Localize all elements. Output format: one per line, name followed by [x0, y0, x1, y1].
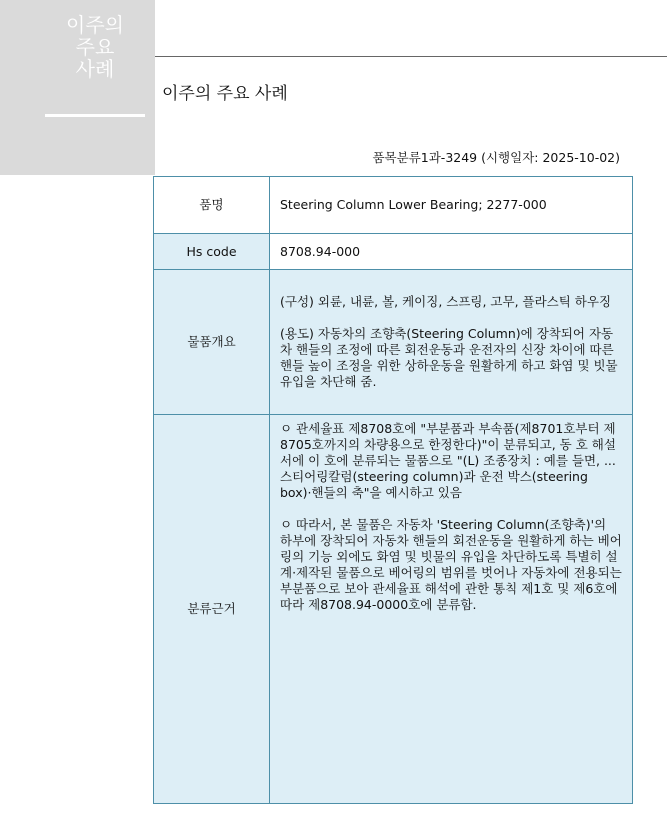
table-row-classification-basis [154, 415, 633, 804]
row-label: 물품개요 [154, 270, 270, 415]
page-title: 이주의 주요 사례 [162, 84, 288, 104]
table-row-hs-code [154, 234, 633, 270]
table-row-product-name [154, 177, 633, 234]
classification-basis-value [270, 415, 633, 804]
row-label: 분류근거 [154, 415, 270, 804]
section-tag-underline [45, 114, 145, 117]
document-reference: 품목분류1과-3249 (시행일자: 2025-10-02) [372, 150, 620, 165]
section-tag-line: 주요 [75, 35, 115, 59]
section-sidebar [0, 0, 155, 175]
product-name-value: Steering Column Lower Bearing; 2277-000 [270, 177, 633, 234]
hs-code-value: 8708.94-000 [270, 234, 633, 270]
overview-usage: (용도) 자동차의 조향축(Steering Column)에 장착되어 자동차 핸들의 조정에 따른 회전운동과 운전자의 신장 차이에 따른 핸들 높이 조정을 위한 상하운동을 원활하게 하고 화염 및 빗물 유입을 차단해 줌. [280, 326, 622, 389]
row-label: Hs code [154, 234, 270, 270]
classification-table [153, 176, 633, 804]
overview-value [270, 270, 633, 415]
section-tag-line: 사례 [75, 57, 115, 81]
section-tag-line: 이주의 [66, 13, 124, 37]
table-row-overview [154, 270, 633, 415]
row-label: 품명 [154, 177, 270, 234]
overview-composition: (구성) 외륜, 내륜, 볼, 케이징, 스프링, 고무, 플라스틱 하우징 [280, 294, 612, 309]
basis-paragraph: ㅇ 따라서, 본 물품은 자동차 'Steering Column(조향축)'의 하부에 장착되어 자동차 핸들의 회전운동을 원활하게 하는 베어링의 기능 외에도 화염 및 빗물의 유입을 차단하도록 특별히 설계·제작된 물품으로 베어링의 범위를 벗어나 자동차에 전용되는 부분품으로 보아 관세율표 해석에 관한 통칙 제1호 및 제6호에 따라 제8708.94-0000호에 분류함. [280, 517, 626, 612]
basis-paragraph: ㅇ 관세율표 제8708호에 "부분품과 부속품(제8701호부터 제8705호까지의 차량용으로 한정한다)"이 분류되고, 동 호 해설서에 이 호에 분류되는 물품으로 "(L) 조종장치 : 예를 들면, ... 스티어링칼럼(steering column)과 운전 박스(steering box)·핸들의 축"을 예시하고 있음 [280, 421, 620, 500]
header-divider [155, 56, 667, 57]
section-tag [45, 14, 145, 80]
